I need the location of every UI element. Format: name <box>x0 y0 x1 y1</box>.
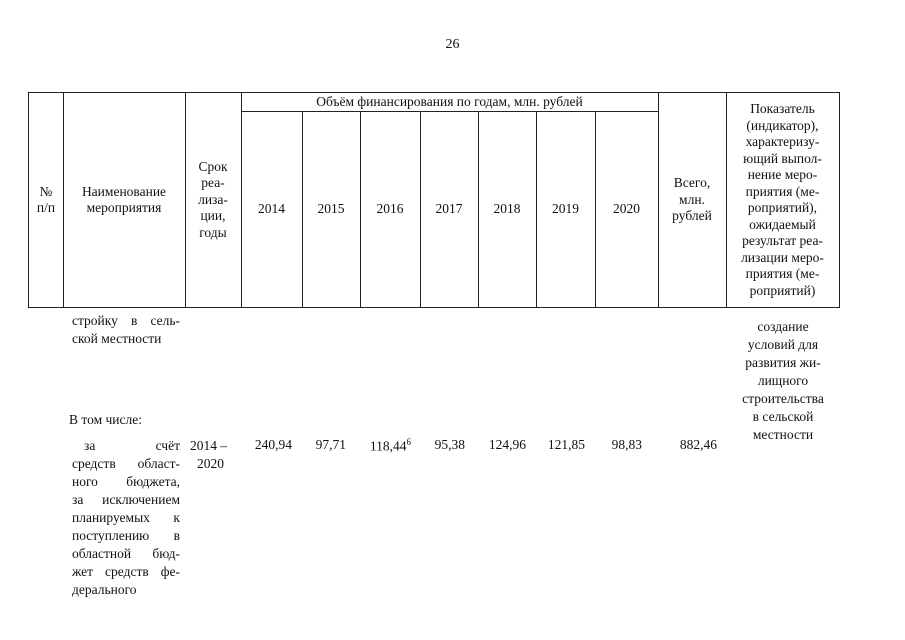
page-number: 26 <box>445 37 460 52</box>
row-name-line: за исключением <box>72 492 180 507</box>
row-name-line: жет средств фе- <box>72 564 180 579</box>
table-header <box>28 92 840 308</box>
value-2017: 95,38 <box>434 437 465 452</box>
row-name-line: областной бюд- <box>72 546 180 561</box>
value-2020: 98,83 <box>611 437 642 452</box>
header-year-2016: 2016 <box>376 200 404 216</box>
value-2016 <box>355 437 411 455</box>
row-name-line: средств област- <box>72 456 180 471</box>
header-year-2014: 2014 <box>258 200 285 216</box>
row-term-line2: 2020 <box>197 456 224 471</box>
value-2019: 121,85 <box>547 437 585 452</box>
row-name-line: планируемых к <box>72 510 180 525</box>
name-continuation-line2: ской местности <box>72 331 162 346</box>
header-financing-title: Объём финансирования по годам, млн. рублей <box>316 93 583 109</box>
row-name-line: поступлению в <box>72 528 180 543</box>
name-continuation-line1: стройку в сель- <box>72 313 180 328</box>
header-year-2018: 2018 <box>493 200 521 216</box>
row-term-line1: 2014 – <box>190 438 228 453</box>
row-name-line: ного бюджета, <box>72 474 180 489</box>
header-name: Наименование мероприятия <box>81 183 167 215</box>
value-2018: 124,96 <box>488 437 526 452</box>
value-2014: 240,94 <box>254 437 292 452</box>
row-name-line: за счёт <box>84 438 180 453</box>
header-indicator: Показатель (индикатор), характеризу- ющий выпол- нение меро- приятия (ме- роприятий), ожидаемый результат реа- лизации меро- приятия (ме- роприятий) <box>741 101 824 298</box>
header-year-2019: 2019 <box>552 200 579 216</box>
header-year-2015: 2015 <box>317 200 345 216</box>
header-num: № п/п <box>36 183 56 215</box>
row-name-line: дерального <box>72 582 137 597</box>
header-total: Всего, млн. рублей <box>672 175 712 224</box>
value-2015: 97,71 <box>315 437 346 452</box>
value-2016-number: 118,44 <box>369 438 407 454</box>
header-year-2017: 2017 <box>435 200 463 216</box>
header-year-2020: 2020 <box>613 200 640 216</box>
including-label: В том числе: <box>69 412 142 427</box>
value-total: 882,46 <box>679 437 717 452</box>
indicator-text: создание условий для развития жи- лищного строительства в сельской местности <box>742 319 824 442</box>
footnote-marker: 6 <box>406 437 411 447</box>
header-term: Срок реа- лиза- ции, годы <box>198 158 228 240</box>
